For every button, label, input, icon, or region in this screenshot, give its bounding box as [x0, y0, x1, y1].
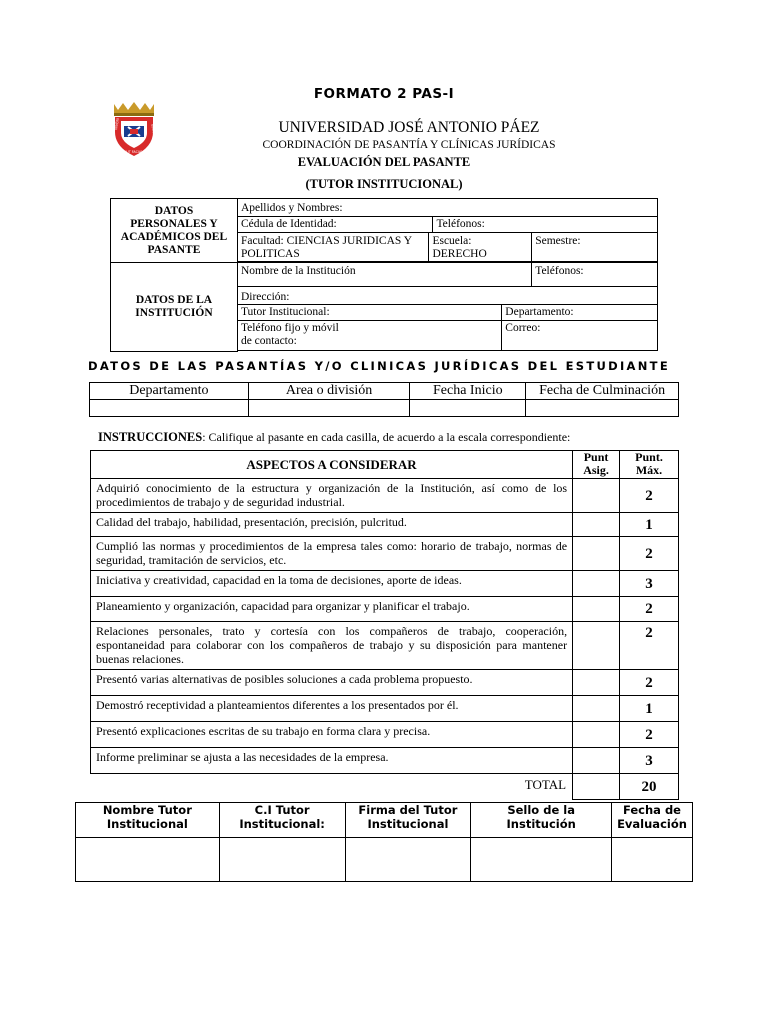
signature-col-date: Fecha de Evaluación: [611, 803, 692, 838]
evaluation-date-input[interactable]: [611, 838, 692, 882]
max-score: 2: [620, 597, 679, 622]
evaluation-title: EVALUACIÓN DEL PASANTE: [297, 155, 471, 169]
signature-col-tutor-name: Nombre Tutor Institucional: [76, 803, 220, 838]
max-score: 3: [620, 571, 679, 597]
department-field[interactable]: Departamento:: [502, 305, 658, 321]
instructions: [98, 430, 570, 445]
signature-table: [75, 802, 693, 882]
aspect-text: Relaciones personales, trato y cortesía con los compañeros de trabajo, cooperación, espontaneidad para colaborar con los compañeros de trabajo y su disposición para mantener buenas relaciones.: [91, 622, 573, 670]
assigned-score-input[interactable]: [573, 696, 620, 722]
assigned-score-input[interactable]: [573, 571, 620, 597]
institution-section-heading: DATOS DE LA INSTITUCIÓN: [111, 263, 238, 352]
assigned-score-input[interactable]: [573, 722, 620, 748]
evaluation-table: [90, 450, 679, 800]
max-score: 3: [620, 748, 679, 774]
internship-end-input[interactable]: [526, 400, 679, 417]
instructions-label: INSTRUCCIONES: [98, 430, 203, 444]
internship-col-end: Fecha de Culminación: [526, 383, 679, 400]
coordination-name: COORDINACIÓN DE PASANTÍA Y CLÍNICAS JURÍDICAS: [262, 139, 556, 151]
svg-text:VIAM: VIAM: [150, 123, 156, 133]
aspect-text: Planeamiento y organización, capacidad para organizar y planificar el trabajo.: [91, 597, 573, 622]
semester-field[interactable]: Semestre:: [532, 233, 658, 262]
internship-area-input[interactable]: [248, 400, 410, 417]
internship-start-input[interactable]: [410, 400, 526, 417]
aspect-text: Calidad del trabajo, habilidad, presentación, precisión, pulcritud.: [91, 513, 573, 537]
max-score: 2: [620, 537, 679, 571]
tutor-name-input[interactable]: [76, 838, 220, 882]
total-max: 20: [620, 774, 679, 800]
signature-col-stamp: Sello de la Institución: [471, 803, 612, 838]
aspects-header: ASPECTOS A CONSIDERAR: [91, 451, 573, 479]
max-points-header: Punt. Máx.: [620, 451, 679, 479]
names-field[interactable]: Apellidos y Nombres:: [237, 199, 657, 217]
student-phones-field[interactable]: Teléfonos:: [433, 217, 658, 233]
assigned-points-header: Punt Asig.: [573, 451, 620, 479]
tutor-field[interactable]: Tutor Institucional:: [237, 305, 501, 321]
max-score: 2: [620, 722, 679, 748]
assigned-score-input[interactable]: [573, 597, 620, 622]
assigned-score-input[interactable]: [573, 748, 620, 774]
signature-col-tutor-id: C.I Tutor Institucional:: [219, 803, 345, 838]
stamp-box[interactable]: [471, 838, 612, 882]
institution-phones-field[interactable]: Teléfonos:: [532, 263, 658, 287]
aspect-text: Informe preliminar se ajusta a las necesidades de la empresa.: [91, 748, 573, 774]
contact-phone-label: Teléfono fijo y móvil de contacto:: [240, 322, 339, 347]
total-assigned-input[interactable]: [573, 774, 620, 800]
id-field[interactable]: Cédula de Identidad:: [237, 217, 433, 233]
email-field[interactable]: Correo:: [502, 321, 658, 351]
internship-col-area: Area o división: [248, 383, 410, 400]
university-name: UNIVERSIDAD JOSÉ ANTONIO PÁEZ: [278, 119, 540, 136]
aspect-text: Adquirió conocimiento de la estructura y organización de la Institución, así como de los procedimientos de trabajo y de seguridad industrial.: [91, 479, 573, 513]
max-score: 1: [620, 696, 679, 722]
internship-title: DATOS DE LAS PASANTÍAS Y/O CLINICAS JURÍDICAS DEL ESTUDIANTE: [88, 359, 670, 373]
svg-text:AUT FACIAM: AUT FACIAM: [124, 150, 144, 154]
faculty-field[interactable]: Facultad: CIENCIAS JURIDICAS Y POLITICAS: [237, 233, 429, 262]
aspect-text: Demostró receptividad a planteamientos diferentes a los presentados por él.: [91, 696, 573, 722]
personal-data-table: [110, 198, 658, 352]
max-score: 2: [620, 622, 679, 670]
address-field[interactable]: Dirección:: [237, 287, 657, 305]
format-code: FORMATO 2 PAS-I: [313, 86, 455, 102]
aspect-text: Cumplió las normas y procedimientos de la empresa tales como: horario de trabajo, normas de seguridad, tramitación de servicios, etc.: [91, 537, 573, 571]
aspect-text: Presentó varias alternativas de posibles soluciones a cada problema propuesto.: [91, 670, 573, 696]
instructions-text: : Califique al pasante en cada casilla, de acuerdo a la escala correspondiente:: [202, 430, 571, 444]
signature-col-tutor-signature: Firma del Tutor Institucional: [345, 803, 471, 838]
assigned-score-input[interactable]: [573, 513, 620, 537]
internship-col-start: Fecha Inicio: [410, 383, 526, 400]
max-score: 2: [620, 479, 679, 513]
internship-table: [89, 382, 679, 417]
institution-name-field[interactable]: Nombre de la Institución: [237, 263, 531, 287]
assigned-score-input[interactable]: [573, 479, 620, 513]
evaluation-subtitle: (TUTOR INSTITUCIONAL): [305, 177, 463, 191]
internship-col-department: Departamento: [90, 383, 249, 400]
total-label: TOTAL: [524, 777, 567, 792]
svg-text:INVENI: INVENI: [114, 117, 121, 131]
student-section-heading: DATOS PERSONALES Y ACADÉMICOS DEL PASANTE: [111, 199, 238, 263]
internship-department-input[interactable]: [90, 400, 249, 417]
assigned-score-input[interactable]: [573, 670, 620, 696]
contact-phone-field[interactable]: [237, 321, 501, 351]
aspect-text: Presentó explicaciones escritas de su trabajo en forma clara y precisa.: [91, 722, 573, 748]
max-score: 1: [620, 513, 679, 537]
assigned-score-input[interactable]: [573, 622, 620, 670]
aspect-text: Iniciativa y creatividad, capacidad en la toma de decisiones, aporte de ideas.: [91, 571, 573, 597]
tutor-signature-box[interactable]: [345, 838, 471, 882]
assigned-score-input[interactable]: [573, 537, 620, 571]
tutor-id-input[interactable]: [219, 838, 345, 882]
school-field[interactable]: Escuela: DERECHO: [429, 233, 532, 262]
max-score: 2: [620, 670, 679, 696]
